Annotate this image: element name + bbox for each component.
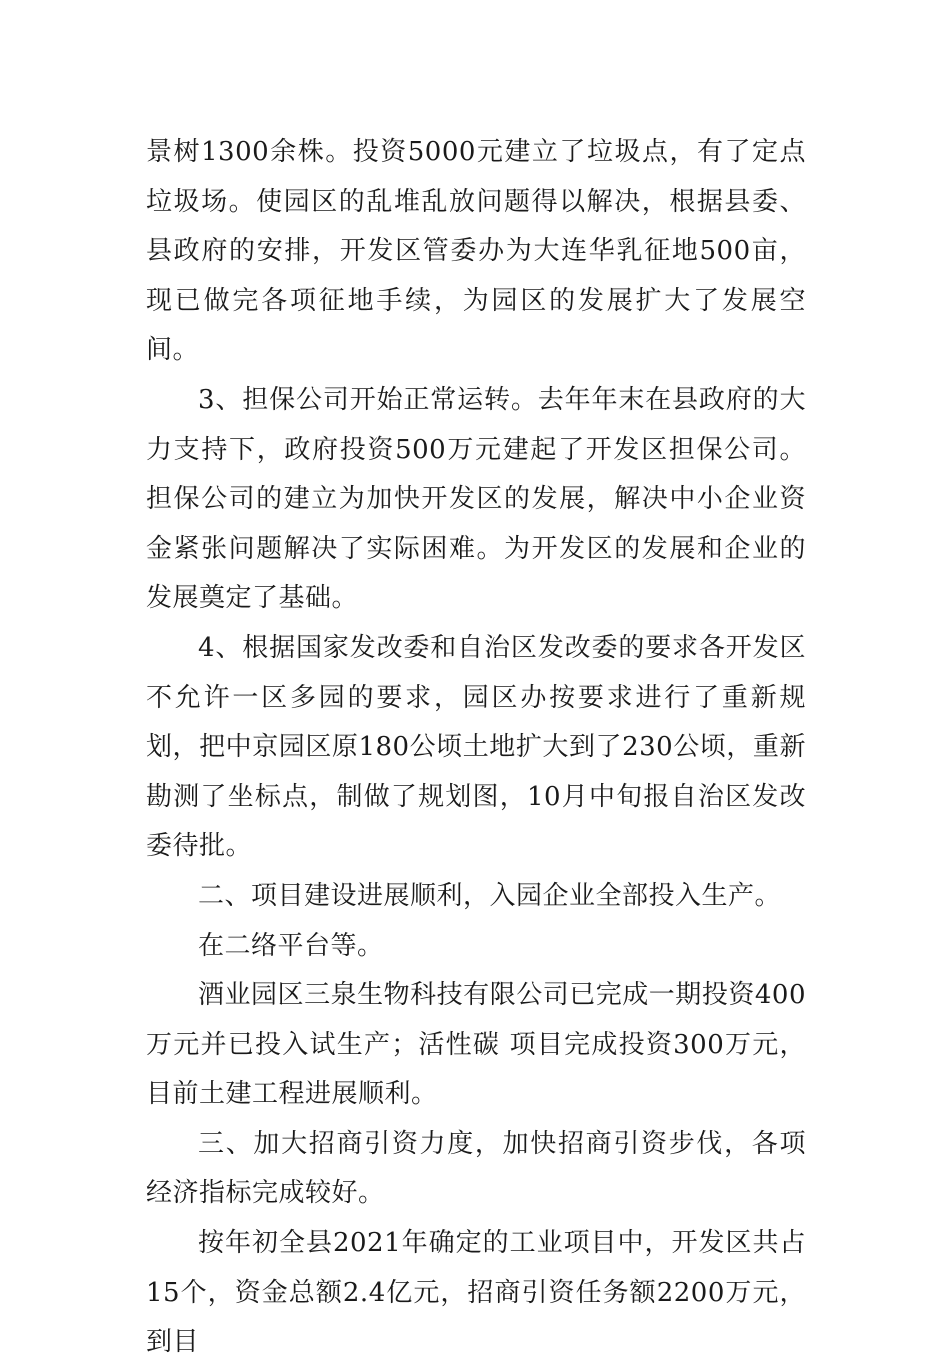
paragraph-3: 4、根据国家发改委和自治区发改委的要求各开发区不允许一区多园的要求，园区办按要求进行了重新规划，把中京园区原180公顷土地扩大到了230公顷，重新勘测了坐标点，制做了规划图，10月中旬报自治区发改委待批。 [146, 632, 806, 862]
paragraph-8: 按年初全县2021年确定的工业项目中，开发区共占15个，资金总额2.4亿元，招商引资任务额2200万元，到目 [146, 1228, 806, 1358]
section-heading-2: 二、项目建设进展顺利，入园企业全部投入生产。 [198, 880, 782, 911]
paragraph-6: 酒业园区三泉生物科技有限公司已完成一期投资400万元并已投入试生产；活性碳 项目完成投资300万元，目前土建工程进展顺利。 [146, 980, 806, 1110]
paragraph-1: 景树1300余株。投资5000元建立了垃圾点，有了定点垃圾场。使园区的乱堆乱放问题得以解决，根据县委、县政府的安排，开发区管委办为大连华乳征地500亩，现已做完各项征地手续，为园区的发展扩大了发展空间。 [146, 137, 806, 366]
document-body [146, 128, 806, 1368]
paragraph-2: 3、担保公司开始正常运转。去年年末在县政府的大力支持下，政府投资500万元建起了开发区担保公司。担保公司的建立为加快开发区的发展，解决中小企业资金紧张问题解决了实际困难。为开发区的发展和企业的发展奠定了基础。 [146, 384, 806, 614]
section-heading-3: 三、加大招商引资力度，加快招商引资步伐，各项经济指标完成较好。 [146, 1128, 806, 1209]
paragraph-5: 在二络平台等。 [198, 930, 384, 961]
